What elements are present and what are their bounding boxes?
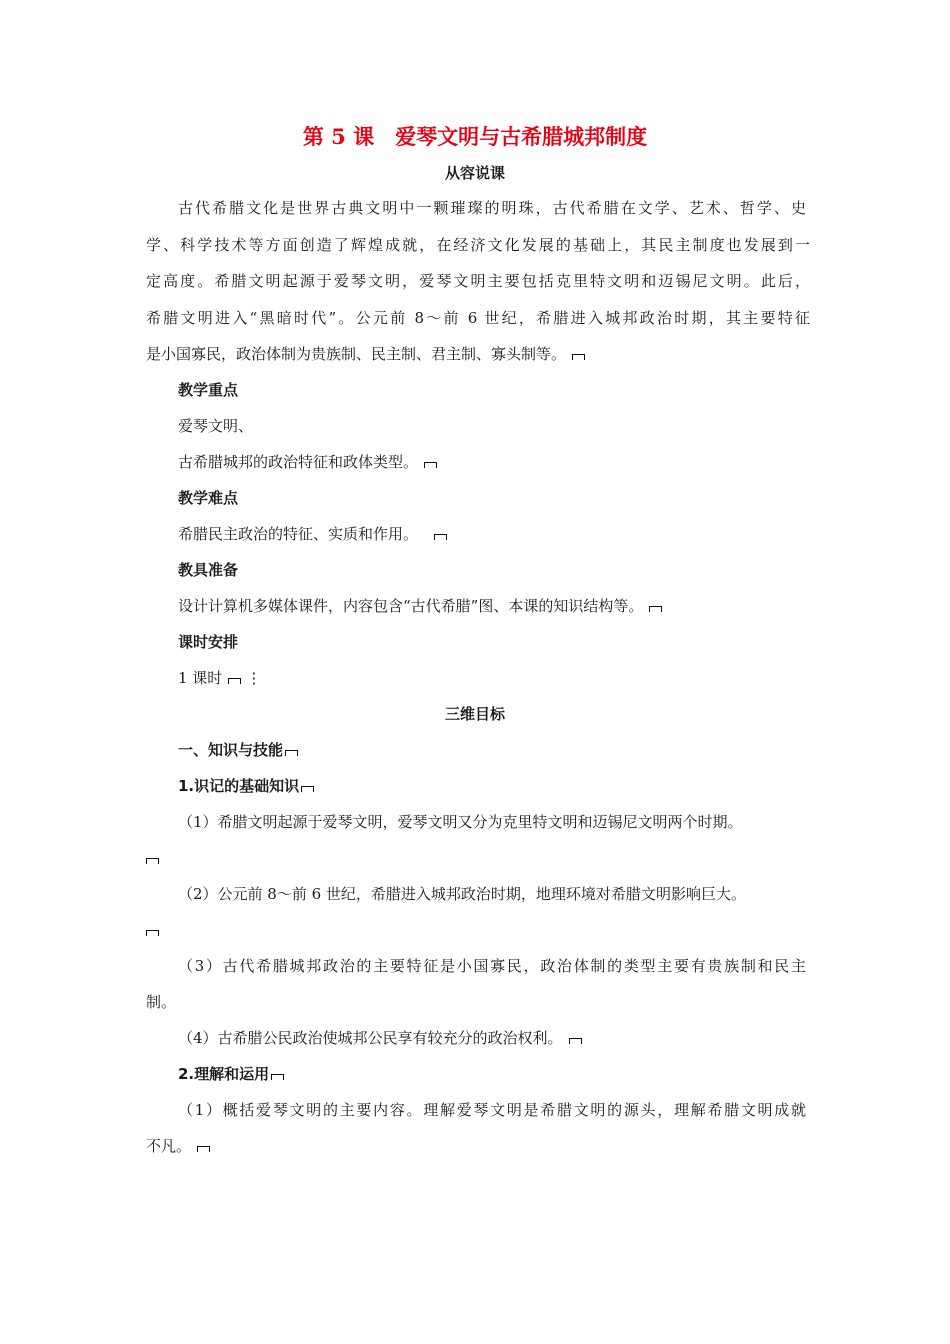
paragraph-mark-icon [424, 462, 437, 468]
tools-text [178, 596, 662, 616]
tools-text-content: 设计计算机多媒体课件，内容包含“古代希腊”图、本课的知识结构等。 [178, 597, 644, 615]
understanding-item-1-line-2 [146, 1136, 210, 1156]
intro-line-4: 希腊文明进入“黑暗时代”。公元前 8～前 6 世纪，希腊进入城邦政治时期，其主要特征 [146, 309, 810, 327]
schedule-heading: 课时安排 [178, 633, 239, 651]
paragraph-mark-icon [569, 1038, 582, 1044]
paragraph-mark-row [146, 920, 159, 940]
schedule-text [178, 668, 261, 688]
lesson-title: 第 5 课 爱琴文明与古希腊城邦制度 [302, 124, 648, 149]
paragraph-mark-icon [228, 678, 241, 684]
understanding-item-1-line-2-text: 不凡。 [146, 1137, 192, 1155]
section-knowledge-skills-label: 一、知识与技能 [178, 741, 284, 759]
difficult-points-text-content: 希腊民主政治的特征、实质和作用。 [178, 525, 419, 543]
knowledge-item-1: （1）希腊文明起源于爱琴文明，爱琴文明又分为克里特文明和迈锡尼文明两个时期。 [178, 813, 743, 831]
intro-line-5 [146, 344, 585, 364]
paragraph-mark-icon [146, 930, 159, 936]
tools-heading: 教具准备 [178, 561, 239, 579]
section-knowledge-skills [178, 740, 298, 760]
knowledge-item-3-line-1: （3）古代希腊城邦政治的主要特征是小国寡民，政治体制的类型主要有贵族制和民主 [178, 957, 806, 975]
intro-heading: 从容说课 [444, 164, 505, 182]
paragraph-mark-icon [271, 1074, 284, 1080]
paragraph-mark-row [146, 848, 159, 868]
knowledge-item-4 [178, 1028, 582, 1048]
paragraph-mark-icon [434, 534, 447, 540]
difficult-points-heading: 教学难点 [178, 489, 239, 507]
paragraph-mark-icon [301, 786, 314, 792]
intro-line-5-text: 是小国寡民，政治体制为贵族制、民主制、君主制、寡头制等。 [146, 345, 567, 363]
key-points-heading: 教学重点 [178, 381, 239, 399]
understanding-item-1-line-1: （1）概括爱琴文明的主要内容。理解爱琴文明是希腊文明的源头，理解希腊文明成就 [178, 1101, 806, 1119]
paragraph-mark-icon [572, 354, 585, 360]
schedule-text-content: 1 课时 [178, 669, 223, 687]
subsection-basic-knowledge-label: 1.识记的基础知识 [178, 777, 300, 795]
intro-line-2: 学、科学技术等方面创造了辉煌成就，在经济文化发展的基础上，其民主制度也发展到一 [146, 236, 810, 254]
key-point-item-2 [178, 452, 437, 472]
knowledge-item-3-line-2: 制。 [146, 993, 177, 1011]
subsection-understanding [178, 1064, 284, 1084]
knowledge-item-4-text: （4）古希腊公民政治使城邦公民享有较充分的政治权利。 [178, 1029, 563, 1047]
knowledge-item-2: （2）公元前 8～前 6 世纪，希腊进入城邦政治时期，地理环境对希腊文明影响巨大。 [178, 885, 746, 903]
paragraph-mark-icon [146, 858, 159, 864]
intro-line-3: 定高度。希腊文明起源于爱琴文明，爱琴文明主要包括克里特文明和迈锡尼文明。此后， [146, 272, 810, 290]
paragraph-mark-icon [649, 606, 662, 612]
subsection-understanding-label: 2.理解和运用 [178, 1065, 270, 1083]
subsection-basic-knowledge [178, 776, 314, 796]
goals-heading: 三维目标 [444, 705, 505, 723]
vertical-dots-mark: ⋮ [246, 669, 262, 687]
paragraph-mark-icon [285, 750, 298, 756]
intro-line-1: 古代希腊文化是世界古典文明中一颗璀璨的明珠，古代希腊在文学、艺术、哲学、史 [178, 199, 806, 217]
key-point-item-1: 爱琴文明、 [178, 417, 254, 435]
key-point-item-2-text: 古希腊城邦的政治特征和政体类型。 [178, 453, 419, 471]
difficult-points-text [178, 524, 447, 544]
paragraph-mark-icon [197, 1146, 210, 1152]
